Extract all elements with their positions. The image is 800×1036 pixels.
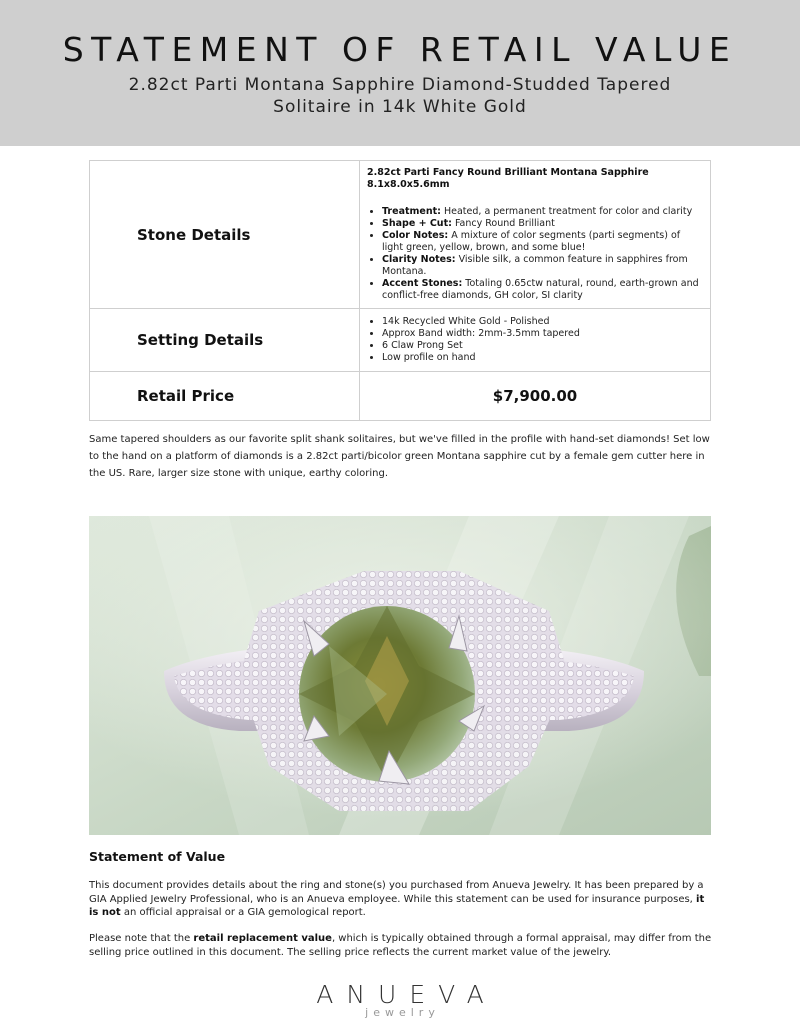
- item-key: Color Notes:: [382, 230, 449, 241]
- product-description: Same tapered shoulders as our favorite split shank solitaires, but we've filled in the profile with hand-set diamonds! Set low to the hand on a platform of diamonds is a 2.82ct parti/bicolor green Montana sapphire cut by a female gem cutter here in the US. Rare, larger size stone with unique, earthy coloring.: [89, 434, 710, 479]
- setting-details-label: Setting Details: [90, 309, 360, 372]
- list-item: [382, 206, 702, 218]
- list-item: [382, 278, 702, 302]
- stone-title: 2.82ct Parti Fancy Round Brilliant Montana Sapphire 8.1x8.0x5.6mm: [367, 167, 649, 190]
- logo-sub-text: jewelry: [365, 1006, 440, 1019]
- details-table: [89, 160, 711, 421]
- item-value: A mixture of color segments (parti segments) of light green, yellow, brown, and some blue!: [382, 230, 681, 253]
- brand-logo: [0, 980, 800, 1019]
- stone-details-label: Stone Details: [90, 161, 360, 309]
- page-title: STATEMENT OF RETAIL VALUE: [62, 30, 738, 69]
- text-run: This document provides details about the ring and stone(s) you purchased from Anueva Jewelry. It has been prepared by a GIA Applied Jewelry Professional, who is an Anueva employee. While this statement can be used for insurance purposes,: [89, 880, 704, 905]
- stone-details-row: [90, 161, 711, 309]
- text-run: , which is typically obtained through a formal appraisal, may differ from the selling price outlined in this document. The selling price reflects the current market value of the jewelry.: [89, 933, 712, 958]
- list-item: • Low profile on hand: [382, 352, 702, 364]
- item-value: Heated, a permanent treatment for color and clarity: [440, 206, 693, 217]
- list-item: [382, 254, 702, 278]
- retail-price-label: Retail Price: [90, 372, 360, 421]
- setting-details-content: [360, 309, 711, 372]
- setting-details-row: [90, 309, 711, 372]
- stone-details-list: [367, 206, 702, 302]
- retail-price-row: [90, 372, 711, 421]
- header-banner: [0, 0, 800, 146]
- item-value: Visible silk, a common feature in sapphires from Montana.: [382, 254, 688, 277]
- statement-of-value-title: Statement of Value: [89, 849, 226, 864]
- text-run: an official appraisal or a GIA gemological report.: [120, 907, 366, 918]
- logo-brand-text: ANUEVA: [316, 980, 497, 1009]
- stone-details-content: [360, 161, 711, 309]
- retail-price-value: $7,900.00: [360, 372, 711, 421]
- item-key: Accent Stones:: [382, 278, 463, 289]
- statement-paragraph-2: [89, 932, 714, 959]
- item-key: Shape + Cut:: [382, 218, 452, 229]
- ring-photo: [89, 516, 711, 835]
- item-key: Treatment:: [382, 206, 441, 217]
- ring-illustration: [89, 516, 711, 835]
- list-item: [382, 230, 702, 254]
- item-value: Totaling 0.65ctw natural, round, earth-grown and conflict-free diamonds, GH color, SI clarity: [382, 278, 699, 301]
- product-subtitle: 2.82ct Parti Montana Sapphire Diamond-Studded Tapered Solitaire in 14k White Gold: [128, 75, 672, 117]
- list-item: • 14k Recycled White Gold - Polished: [382, 316, 702, 328]
- item-key: Clarity Notes:: [382, 254, 456, 265]
- item-value: Fancy Round Brilliant: [451, 218, 555, 229]
- list-item: • Approx Band width: 2mm-3.5mm tapered: [382, 328, 702, 340]
- statement-paragraph-1: [89, 879, 714, 920]
- text-run: Please note that the: [89, 933, 194, 944]
- emphasis: it is not: [89, 893, 705, 918]
- list-item: [382, 218, 702, 230]
- setting-details-list: [367, 316, 702, 364]
- list-item: • 6 Claw Prong Set: [382, 340, 702, 352]
- emphasis: retail replacement value: [193, 933, 332, 944]
